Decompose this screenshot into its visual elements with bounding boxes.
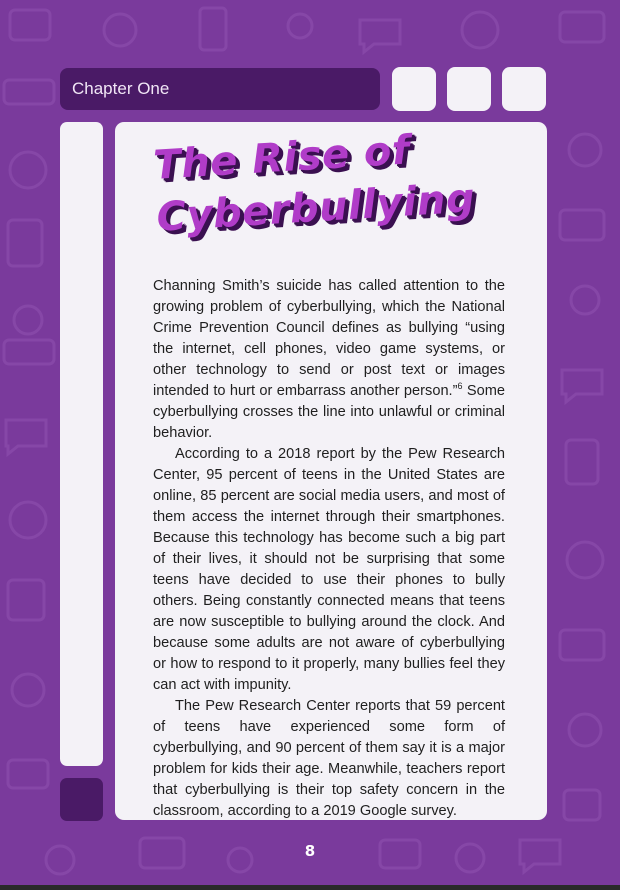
decorative-tab-1 xyxy=(392,67,436,111)
decorative-tab-3 xyxy=(502,67,546,111)
sidebar-square xyxy=(60,778,103,821)
paragraph-1-text: Channing Smith’s suicide has called attention to the growing problem of cyberbullying, which the National Crime Prevention Council defines as bullying “using the internet, cell phones, video game systems, or other technology to send or post text or images intended to hurt or embarrass another person.” xyxy=(153,278,505,399)
body-text xyxy=(153,276,505,822)
chapter-title-line-1: The Rise of xyxy=(152,127,412,189)
decorative-tab-2 xyxy=(447,67,491,111)
footnote-marker: 6 xyxy=(457,381,463,392)
paragraph-2: According to a 2018 report by the Pew Research Center, 95 percent of teens in the United States are online, 85 percent are social media users, and most of them access the internet through their smartphones. Because this technology has become such a big part of their lives, it should not be surprising that some teens have decided to use their phones to bully others. Being constantly connected means that teens are now susceptible to bullying around the clock. And because some adults are not aware of cyberbullying or how to respond to it properly, many bullies feel they can act with impunity. xyxy=(153,446,505,693)
chapter-title xyxy=(152,121,477,244)
paragraph-3: The Pew Research Center reports that 59 percent of teens have experienced some form of cyberbullying, and 90 percent of them say it is a major problem for kids their age. Meanwhile, teachers report that cyberbullying is their top safety concern in the classroom, according to a 2019 Google survey. xyxy=(153,698,505,819)
chapter-title-line-2: Cyberbullying xyxy=(155,175,477,241)
chapter-header xyxy=(60,68,380,110)
paragraph-1 xyxy=(153,276,505,444)
chapter-label: Chapter One xyxy=(72,79,170,98)
paragraph-1-text-end: Some cyberbullying crosses the line into unlawful or criminal behavior. xyxy=(153,383,505,441)
page-number: 8 xyxy=(304,842,316,860)
sidebar-strip xyxy=(60,122,103,766)
bottom-edge xyxy=(0,885,620,890)
